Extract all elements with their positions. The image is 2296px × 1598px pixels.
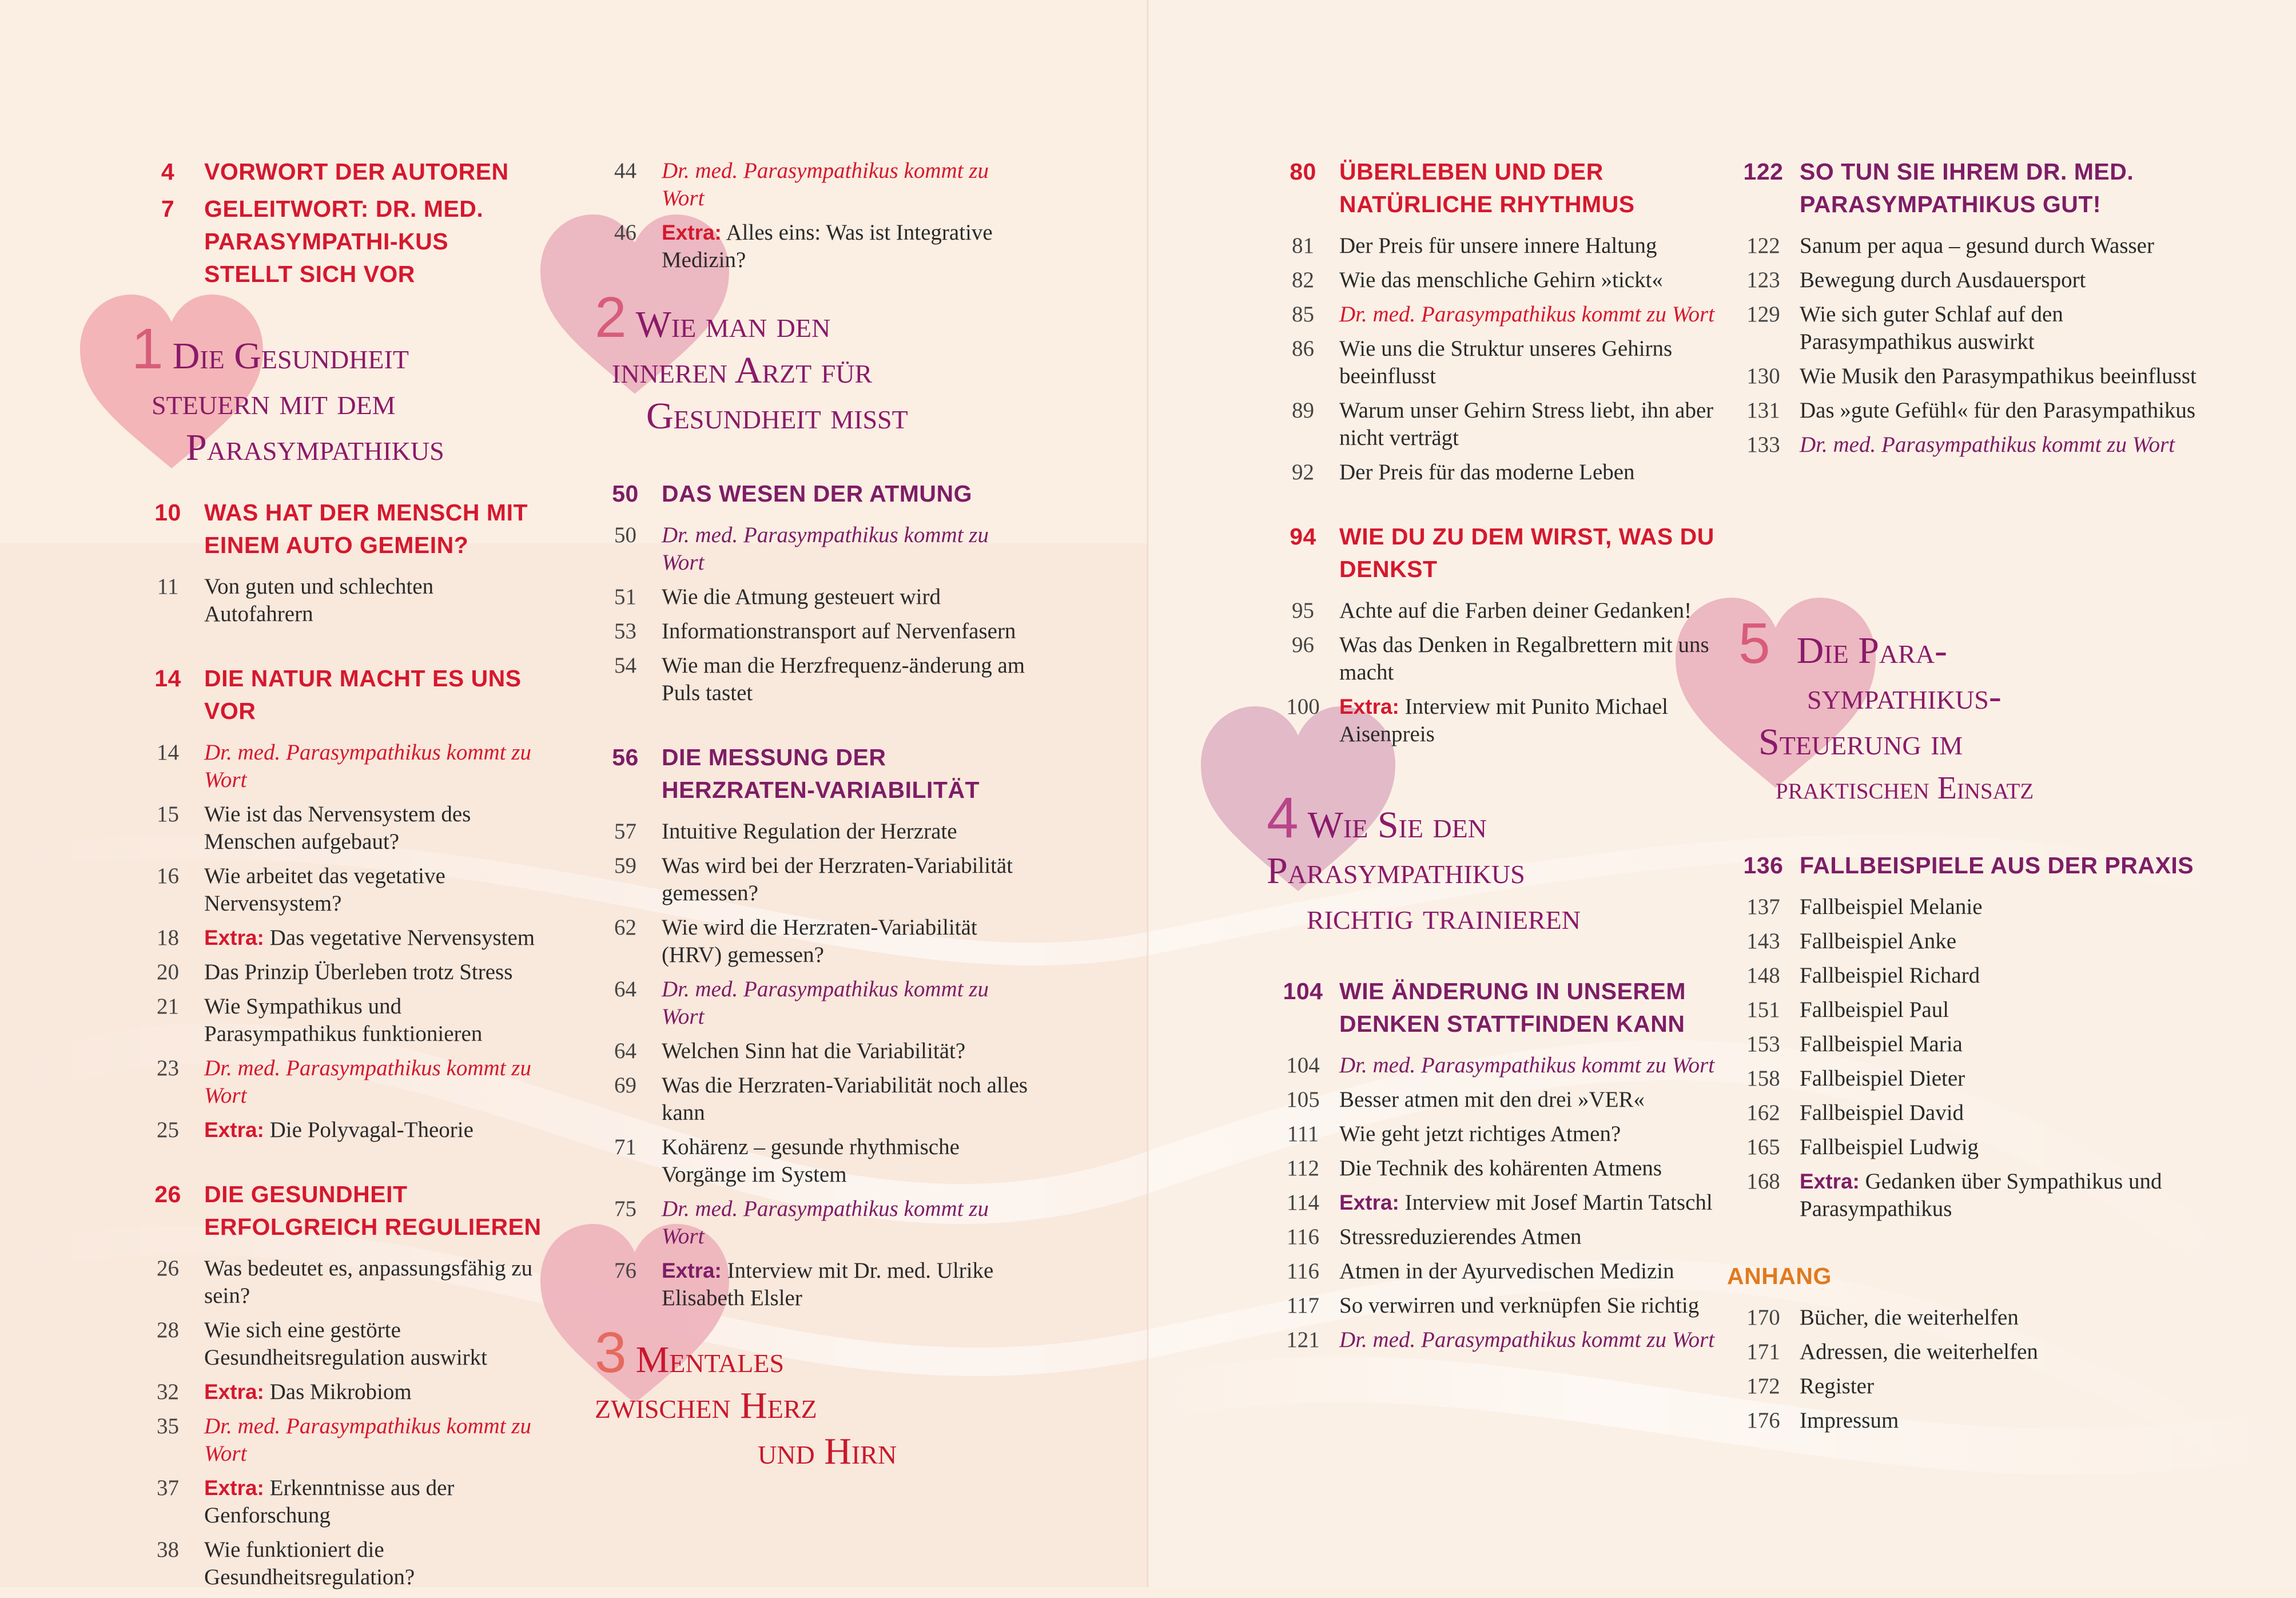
toc-entry-text: Achte auf die Farben deiner Gedanken! xyxy=(1339,598,1692,623)
toc-entry-text: Kohärenz – gesunde rhythmische Vorgänge im System xyxy=(662,1135,960,1187)
toc-entry-text: Dr. med. Parasympathikus kommt zu Wort xyxy=(662,977,989,1029)
toc-entry-page: 32 xyxy=(157,1380,179,1404)
toc-entry-page: 23 xyxy=(157,1056,179,1080)
toc-section-page: 80 xyxy=(1290,158,1316,185)
toc-entry-text: Extra: Erkenntnisse aus der Genforschung xyxy=(204,1476,455,1528)
toc-section-title: ANHANG xyxy=(1727,1263,1832,1289)
toc-entry-text: Der Preis für unsere innere Haltung xyxy=(1339,233,1657,258)
toc-entry-page: 129 xyxy=(1746,302,1780,327)
toc-entry-page: 28 xyxy=(157,1318,179,1342)
toc-entry-text: Dr. med. Parasympathikus kommt zu Wort xyxy=(204,1056,531,1108)
toc-column-2-top xyxy=(589,157,1035,281)
toc-entry xyxy=(1727,1373,2213,1400)
toc-entry xyxy=(1727,431,2213,459)
toc-entry xyxy=(132,1413,543,1468)
toc-entry xyxy=(1727,893,2213,921)
chapter-1-heading: 1 Die Gesundheit steuern mit dem Parasympathikus xyxy=(132,317,444,468)
toc-section-title: DIE GESUNDHEIT ERFOLGREICH REGULIEREN xyxy=(204,1181,542,1240)
toc-entry-page: 81 xyxy=(1292,233,1314,258)
toc-entry xyxy=(132,959,543,986)
toc-column-3-list xyxy=(1267,156,1718,755)
toc-entry-text: Dr. med. Parasympathikus kommt zu Wort xyxy=(204,740,531,792)
toc-entry-page: 151 xyxy=(1746,997,1780,1022)
toc-section-title: WAS HAT DER MENSCH MIT EINEM AUTO GEMEIN? xyxy=(204,499,528,558)
toc-section-page: 122 xyxy=(1743,158,1784,185)
toc-section-title: DIE NATUR MACHT ES UNS VOR xyxy=(204,665,522,724)
toc-section xyxy=(132,662,543,728)
toc-entry-text: Bewegung durch Ausdauersport xyxy=(1800,268,2086,292)
toc-entry xyxy=(132,1474,543,1529)
toc-entry-text: Wie uns die Struktur unseres Gehirns beeinflusst xyxy=(1339,336,1673,388)
toc-entry-page: 14 xyxy=(157,740,179,765)
toc-entry xyxy=(589,618,1035,645)
toc-entry-page: 44 xyxy=(614,158,636,183)
toc-entry-page: 95 xyxy=(1292,598,1314,623)
toc-entry xyxy=(132,573,543,628)
toc-section xyxy=(1727,1260,2213,1293)
toc-entry-text: Extra: Die Polyvagal-Theorie xyxy=(204,1118,473,1142)
toc-entry xyxy=(132,862,543,917)
toc-entry-page: 82 xyxy=(1292,268,1314,292)
toc-entry xyxy=(1727,1065,2213,1092)
toc-entry-page: 148 xyxy=(1746,963,1780,988)
toc-entry xyxy=(132,924,543,952)
toc-entry-text: Dr. med. Parasympathikus kommt zu Wort xyxy=(662,158,989,210)
toc-entry-page: 21 xyxy=(157,994,179,1019)
toc-entry-page: 69 xyxy=(614,1073,636,1098)
toc-entry-text: Die Technik des kohärenten Atmens xyxy=(1339,1156,1662,1180)
toc-anhang xyxy=(1727,1260,2213,1441)
chapter-4-heading: 4 Wie Sie den Parasympathikus richtig trainieren xyxy=(1267,786,1581,937)
toc-entry-page: 18 xyxy=(157,925,179,950)
toc-entry-text: Wie Musik den Parasympathikus beeinflusst xyxy=(1800,364,2196,388)
toc-entry-page: 116 xyxy=(1286,1225,1320,1249)
toc-entry-text: Fallbeispiel David xyxy=(1800,1100,1964,1125)
toc-entry-text: Wie das menschliche Gehirn »tickt« xyxy=(1339,268,1663,292)
toc-entry-page: 64 xyxy=(614,1039,636,1063)
toc-entry xyxy=(589,219,1035,274)
toc-entry xyxy=(132,1055,543,1110)
toc-entry-text: Das »gute Gefühl« für den Parasympathikus xyxy=(1800,398,2196,423)
toc-entry-page: 130 xyxy=(1746,364,1780,388)
toc-entry-page: 16 xyxy=(157,864,179,888)
toc-entry xyxy=(1267,232,1718,260)
toc-entry xyxy=(589,1257,1035,1312)
extra-label: Extra: xyxy=(204,1380,264,1404)
toc-entry-page: 59 xyxy=(614,853,636,878)
toc-entry-text: Fallbeispiel Paul xyxy=(1800,997,1949,1022)
extra-label: Extra: xyxy=(204,1118,264,1142)
toc-entry-page: 51 xyxy=(614,585,636,609)
toc-entry-page: 89 xyxy=(1292,398,1314,423)
toc-entry xyxy=(132,1116,543,1144)
toc-entry xyxy=(589,914,1035,969)
toc-entry xyxy=(1267,1086,1718,1114)
chapter-5-heading: 5 Die Para- sympathikus- Steuerung im praktischen Einsatz xyxy=(1738,611,2034,806)
toc-entry xyxy=(589,1195,1035,1250)
toc-entry xyxy=(1727,1407,2213,1434)
toc-entry xyxy=(1267,1052,1718,1079)
toc-entry-text: Sanum per aqua – gesund durch Wasser xyxy=(1800,233,2154,258)
chapter-2-heading: 2 Wie man den inneren Arzt für Gesundheit misst xyxy=(595,285,908,437)
toc-entry xyxy=(1267,397,1718,452)
toc-entry xyxy=(1267,1258,1718,1285)
toc-entry-text: Dr. med. Parasympathikus kommt zu Wort xyxy=(1800,432,2175,457)
toc-section-title: WIE DU ZU DEM WIRST, WAS DU DENKST xyxy=(1339,523,1714,582)
toc-entry xyxy=(1727,1099,2213,1127)
toc-entry-text: Wie man die Herzfrequenz-änderung am Puls tastet xyxy=(662,653,1025,705)
toc-entry xyxy=(1727,1168,2213,1223)
toc-entry-page: 11 xyxy=(157,574,179,599)
toc-entry-text: Bücher, die weiterhelfen xyxy=(1800,1305,2019,1330)
toc-entry-text: Fallbeispiel Anke xyxy=(1800,929,1957,953)
toc-entry-page: 15 xyxy=(157,802,179,826)
toc-entry-page: 54 xyxy=(614,653,636,678)
toc-entry-page: 96 xyxy=(1292,633,1314,657)
toc-column-4b-list xyxy=(1727,849,2213,1230)
toc-entry xyxy=(1727,301,2213,356)
toc-entry-page: 116 xyxy=(1286,1259,1320,1283)
toc-entry xyxy=(1267,267,1718,294)
toc-entry xyxy=(1727,363,2213,390)
toc-entry xyxy=(1267,631,1718,686)
toc-entry-page: 172 xyxy=(1746,1374,1780,1398)
toc-entry-page: 162 xyxy=(1746,1100,1780,1125)
toc-entry-page: 158 xyxy=(1746,1066,1780,1091)
toc-entry-text: Extra: Das vegetative Nervensystem xyxy=(204,925,535,950)
toc-section-title: FALLBEISPIELE AUS DER PRAXIS xyxy=(1800,852,2194,878)
toc-section-title: WIE ÄNDERUNG IN UNSEREM DENKEN STATTFINDEN KANN xyxy=(1339,978,1686,1037)
toc-entry-page: 105 xyxy=(1286,1087,1320,1112)
toc-entry-text: Dr. med. Parasympathikus kommt zu Wort xyxy=(662,523,989,575)
extra-label: Extra: xyxy=(204,926,264,949)
toc-entry xyxy=(1267,335,1718,390)
toc-entry xyxy=(1727,1031,2213,1058)
extra-label: Extra: xyxy=(1800,1170,1860,1193)
toc-section xyxy=(589,741,1035,806)
toc-entry xyxy=(132,1317,543,1372)
toc-entry-page: 57 xyxy=(614,819,636,844)
toc-entry-text: Welchen Sinn hat die Variabilität? xyxy=(662,1039,966,1063)
toc-section-page: 10 xyxy=(154,499,181,526)
toc-entry xyxy=(589,157,1035,212)
toc-section-title: ÜBERLEBEN UND DER NATÜRLICHE RHYTHMUS xyxy=(1339,158,1635,217)
toc-entry xyxy=(1267,301,1718,328)
toc-entry xyxy=(132,739,543,794)
toc-entry-text: Was die Herzraten-Variabilität noch alles kann xyxy=(662,1073,1028,1125)
toc-section-page: 56 xyxy=(612,744,639,770)
toc-section-page: 136 xyxy=(1743,852,1784,878)
toc-entry-text: Extra: Alles eins: Was ist Integrative Medizin? xyxy=(662,220,993,272)
toc-entry xyxy=(132,993,543,1048)
toc-entry-text: Wie ist das Nervensystem des Menschen aufgebaut? xyxy=(204,802,471,854)
toc-column-2-list xyxy=(589,478,1035,1319)
toc-entry-text: Besser atmen mit den drei »VER« xyxy=(1339,1087,1645,1112)
toc-entry xyxy=(1727,397,2213,424)
toc-entry-page: 86 xyxy=(1292,336,1314,361)
toc-entry-page: 170 xyxy=(1746,1305,1780,1330)
toc-entry xyxy=(1267,1326,1718,1354)
toc-entry-text: Fallbeispiel Ludwig xyxy=(1800,1135,1979,1159)
toc-section xyxy=(1267,156,1718,221)
toc-entry xyxy=(1267,1155,1718,1182)
toc-entry-text: Extra: Gedanken über Sympathikus und Parasympathikus xyxy=(1800,1169,2162,1221)
toc-entry-text: Dr. med. Parasympathikus kommt zu Wort xyxy=(204,1414,531,1466)
extra-label: Extra: xyxy=(1339,1191,1399,1214)
toc-entry-text: Warum unser Gehirn Stress liebt, ihn aber nicht verträgt xyxy=(1339,398,1714,450)
toc-entry-text: Was wird bei der Herzraten-Variabilität gemessen? xyxy=(662,853,1013,905)
toc-entry xyxy=(132,801,543,856)
toc-entry-text: Wie sich guter Schlaf auf den Parasympathikus auswirkt xyxy=(1800,302,2063,354)
toc-section xyxy=(1267,520,1718,586)
toc-section-title: SO TUN SIE IHREM DR. MED. PARASYMPATHIKUS GUT! xyxy=(1800,158,2134,217)
toc-section xyxy=(132,496,543,562)
toc-entry xyxy=(1727,232,2213,260)
toc-entry-text: Von guten und schlechten Autofahrern xyxy=(204,574,434,626)
toc-entry-text: Dr. med. Parasympathikus kommt zu Wort xyxy=(1339,1327,1715,1352)
toc-entry xyxy=(589,1037,1035,1065)
extra-label: Extra: xyxy=(1339,695,1399,718)
toc-entry-page: 114 xyxy=(1286,1190,1320,1215)
toc-entry-text: Extra: Interview mit Dr. med. Ulrike Elisabeth Elsler xyxy=(662,1258,994,1310)
toc-entry xyxy=(1267,1292,1718,1319)
toc-entry xyxy=(1727,928,2213,955)
toc-entry xyxy=(132,1378,543,1406)
toc-entry-text: Atmen in der Ayurvedischen Medizin xyxy=(1339,1259,1674,1283)
toc-entry-page: 75 xyxy=(614,1196,636,1221)
chapter-3-heading: 3 Mentales zwischen Herz und Hirn xyxy=(595,1321,897,1472)
toc-section-title: DAS WESEN DER ATMUNG xyxy=(662,480,972,507)
toc-entry xyxy=(1267,1189,1718,1217)
toc-entry-page: 37 xyxy=(157,1476,179,1500)
toc-section xyxy=(1267,975,1718,1040)
toc-entry-page: 122 xyxy=(1746,233,1780,258)
toc-entry-text: Informationstransport auf Nervenfasern xyxy=(662,619,1016,643)
toc-entry-text: Wie arbeitet das vegetative Nervensystem? xyxy=(204,864,445,916)
toc-section xyxy=(589,478,1035,510)
toc-entry-page: 46 xyxy=(614,220,636,245)
toc-entry-page: 38 xyxy=(157,1537,179,1562)
toc-entry-text: Dr. med. Parasympathikus kommt zu Wort xyxy=(662,1196,989,1249)
toc-entry-text: Wie die Atmung gesteuert wird xyxy=(662,585,941,609)
toc-column-1-list xyxy=(132,496,543,1598)
toc-section xyxy=(1727,849,2213,882)
toc-entry xyxy=(589,1072,1035,1127)
toc-entry-page: 143 xyxy=(1746,929,1780,953)
toc-entry-page: 64 xyxy=(614,977,636,1001)
toc-section-page: 104 xyxy=(1283,978,1323,1004)
toc-entry xyxy=(589,583,1035,611)
toc-entry-page: 176 xyxy=(1746,1408,1780,1433)
toc-entry-page: 121 xyxy=(1286,1327,1320,1352)
toc-section-title: DIE MESSUNG DER HERZRATEN-VARIABILITÄT xyxy=(662,744,980,803)
toc-column-1 xyxy=(132,156,543,302)
toc-entry-page: 85 xyxy=(1292,302,1314,327)
toc-entry-text: Impressum xyxy=(1800,1408,1899,1433)
toc-section-page: 94 xyxy=(1290,523,1316,550)
toc-entry-page: 123 xyxy=(1746,268,1780,292)
toc-entry xyxy=(1727,1338,2213,1366)
toc-entry xyxy=(1727,996,2213,1024)
toc-entry xyxy=(1267,1223,1718,1251)
toc-entry-text: Extra: Das Mikrobiom xyxy=(204,1380,412,1404)
toc-entry-page: 104 xyxy=(1286,1053,1320,1078)
toc-entry xyxy=(589,976,1035,1031)
toc-entry-text: Was bedeutet es, anpassungsfähig zu sein? xyxy=(204,1256,533,1308)
toc-section-page: 26 xyxy=(154,1181,181,1207)
toc-entry xyxy=(1267,597,1718,625)
toc-entry-text: Wie wird die Herzraten-Variabilität (HRV) gemessen? xyxy=(662,915,977,967)
toc-entry-text: So verwirren und verknüpfen Sie richtig xyxy=(1339,1293,1700,1318)
toc-entry-text: Fallbeispiel Melanie xyxy=(1800,895,1983,919)
toc-entry-page: 76 xyxy=(614,1258,636,1283)
extra-label: Extra: xyxy=(662,1259,722,1282)
toc-entry-text: Dr. med. Parasympathikus kommt zu Wort xyxy=(1339,302,1715,327)
toc-entry xyxy=(589,1134,1035,1188)
toc-entry-page: 92 xyxy=(1292,460,1314,484)
toc-entry-page: 137 xyxy=(1746,895,1780,919)
toc-entry xyxy=(132,1536,543,1591)
toc-entry-text: Der Preis für das moderne Leben xyxy=(1339,460,1635,484)
toc-entry-page: 100 xyxy=(1286,694,1320,719)
toc-entry-page: 153 xyxy=(1746,1032,1780,1056)
toc-entry xyxy=(589,652,1035,707)
toc-entry-page: 111 xyxy=(1287,1122,1319,1146)
toc-entry-page: 171 xyxy=(1746,1339,1780,1364)
toc-entry-text: Das Prinzip Überleben trotz Stress xyxy=(204,960,513,984)
toc-entry xyxy=(132,1255,543,1310)
toc-entry-text: Intuitive Regulation der Herzrate xyxy=(662,819,957,844)
toc-entry-page: 133 xyxy=(1746,432,1780,457)
toc-column-4-list xyxy=(1727,156,2213,466)
extra-label: Extra: xyxy=(662,221,722,244)
toc-entry-text: Adressen, die weiterhelfen xyxy=(1800,1339,2038,1364)
toc-entry xyxy=(589,522,1035,577)
toc-entry xyxy=(1267,1120,1718,1148)
toc-entry-page: 26 xyxy=(157,1256,179,1281)
toc-entry xyxy=(589,852,1035,907)
toc-entry-page: 112 xyxy=(1286,1156,1320,1180)
toc-entry-text: Extra: Interview mit Punito Michael Aisenpreis xyxy=(1339,694,1668,746)
toc-entry-page: 168 xyxy=(1746,1169,1780,1194)
toc-entry-page: 131 xyxy=(1746,398,1780,423)
toc-entry-page: 53 xyxy=(614,619,636,643)
toc-entry-page: 50 xyxy=(614,523,636,547)
toc-entry-page: 35 xyxy=(157,1414,179,1438)
toc-entry-text: Fallbeispiel Richard xyxy=(1800,963,1980,988)
toc-entry-page: 117 xyxy=(1286,1293,1320,1318)
toc-entry xyxy=(1267,459,1718,486)
toc-entry-text: Wie Sympathikus und Parasympathikus funktionieren xyxy=(204,994,483,1046)
toc-entry-page: 71 xyxy=(614,1135,636,1159)
toc-section: 4 VORWORT DER AUTOREN xyxy=(161,158,509,185)
toc-column-3b-list xyxy=(1267,975,1718,1361)
toc-entry xyxy=(1727,962,2213,989)
toc-entry xyxy=(1727,267,2213,294)
toc-entry-text: Extra: Interview mit Josef Martin Tatschl xyxy=(1339,1190,1713,1215)
toc-entry xyxy=(589,818,1035,845)
toc-section: 7 GELEITWORT: DR. MED. PARASYMPATHI-KUS STELLT SICH VOR xyxy=(161,196,484,287)
toc-entry xyxy=(1267,693,1718,748)
toc-entry-page: 165 xyxy=(1746,1135,1780,1159)
toc-entry-text: Wie geht jetzt richtiges Atmen? xyxy=(1339,1122,1621,1146)
extra-label: Extra: xyxy=(204,1476,264,1500)
toc-entry-text: Was das Denken in Regalbrettern mit uns macht xyxy=(1339,633,1709,685)
toc-entry-text: Stressreduzierendes Atmen xyxy=(1339,1225,1582,1249)
toc-section xyxy=(1727,156,2213,221)
toc-entry-text: Dr. med. Parasympathikus kommt zu Wort xyxy=(1339,1053,1715,1078)
toc-entry-text: Fallbeispiel Dieter xyxy=(1800,1066,1965,1091)
toc-section-page: 14 xyxy=(154,665,181,691)
toc-entry-text: Fallbeispiel Maria xyxy=(1800,1032,1963,1056)
toc-entry xyxy=(1727,1304,2213,1331)
toc-entry-page: 25 xyxy=(157,1118,179,1142)
toc-entry-text: Register xyxy=(1800,1374,1874,1398)
toc-entry-text: Wie sich eine gestörte Gesundheitsregulation auswirkt xyxy=(204,1318,487,1370)
toc-entry-page: 62 xyxy=(614,915,636,940)
toc-section-page: 50 xyxy=(612,480,639,507)
toc-entry xyxy=(1727,1134,2213,1161)
toc-entry-text: Wie funktioniert die Gesundheitsregulation? xyxy=(204,1537,415,1589)
toc-section xyxy=(132,1178,543,1243)
toc-entry-page: 20 xyxy=(157,960,179,984)
